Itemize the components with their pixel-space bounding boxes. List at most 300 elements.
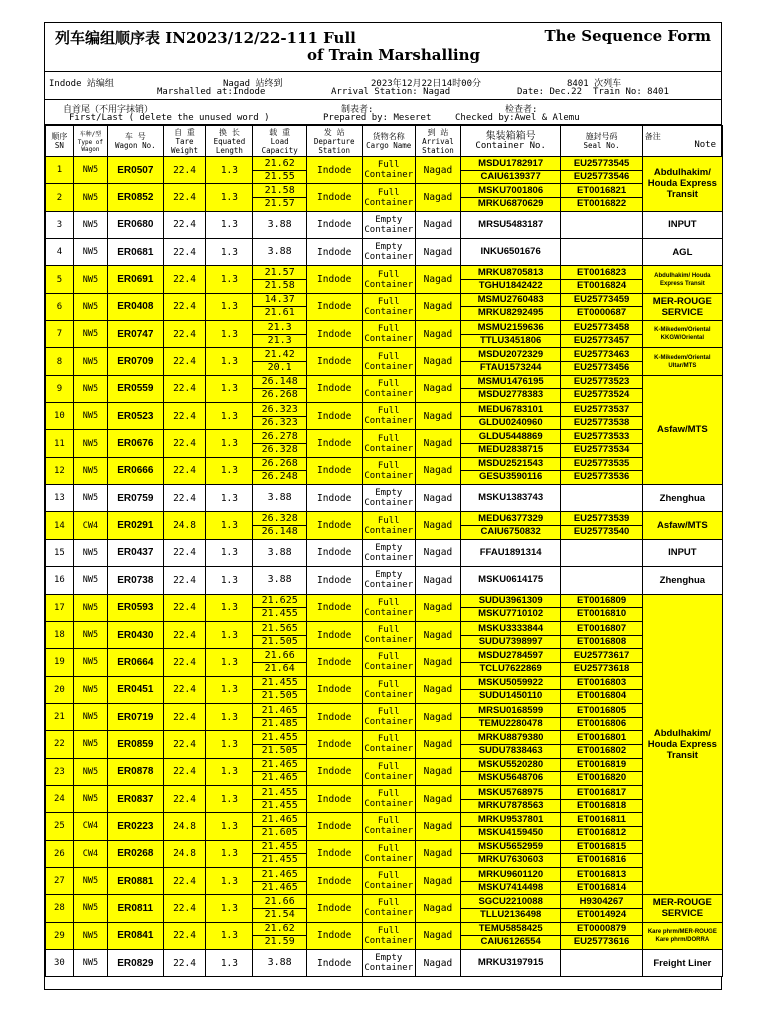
cargo-cell: Full Container (362, 321, 415, 348)
load-cell (253, 293, 306, 320)
seal-cell (561, 922, 642, 949)
container-cell-line: MRKU7630603 (461, 853, 561, 866)
seal-cell (561, 840, 642, 867)
departure-cell: Indode (306, 293, 362, 320)
wagon-cell: ER0451 (108, 676, 164, 703)
container-cell (460, 594, 561, 621)
tare-cell: 22.4 (163, 731, 206, 758)
tare-cell: 24.8 (163, 813, 206, 840)
container-cell (460, 321, 561, 348)
arrival-cell: Nagad (415, 594, 460, 621)
load-cell-line: 21.62 (264, 923, 295, 935)
length-cell: 1.3 (206, 293, 253, 320)
seal-cell (561, 895, 642, 922)
container-cell-line: MRKU8879380 (477, 731, 544, 743)
seal-cell (561, 239, 642, 266)
departure-cell: Indode (306, 813, 362, 840)
seal-cell-line: EU25773538 (561, 416, 641, 429)
arrival-cell: Nagad (415, 758, 460, 785)
seal-cell-line: EU25773537 (573, 403, 630, 415)
load-cell-line: 21.455 (261, 786, 298, 798)
seal-cell-line: ET0016803 (577, 677, 627, 689)
tare-cell: 22.4 (163, 348, 206, 375)
container-cell-line: GLDU5448869 (478, 431, 543, 443)
tare-cell: 22.4 (163, 895, 206, 922)
col-note: 备注 Note (642, 126, 722, 157)
length-cell: 1.3 (206, 266, 253, 293)
type-cell: NW5 (73, 184, 107, 211)
note-cell: INPUT (642, 539, 722, 566)
length-cell: 1.3 (206, 375, 253, 402)
wagon-cell: ER0719 (108, 703, 164, 730)
type-cell: NW5 (73, 239, 107, 266)
cargo-cell: Full Container (362, 512, 415, 539)
table-row (46, 949, 723, 976)
col-container: 集装箱箱号 Container No. (460, 126, 561, 157)
length-cell: 1.3 (206, 321, 253, 348)
load-cell (253, 266, 306, 293)
cargo-cell: Full Container (362, 649, 415, 676)
table-row (46, 621, 723, 648)
load-cell (253, 485, 306, 512)
cargo-cell: Full Container (362, 813, 415, 840)
wagon-cell: ER0738 (108, 567, 164, 594)
length-cell: 1.3 (206, 184, 253, 211)
load-cell (253, 949, 306, 976)
seal-cell-line: EU25773458 (573, 321, 630, 333)
tare-cell: 22.4 (163, 403, 206, 430)
departure-cell: Indode (306, 211, 362, 238)
seal-cell-line: ET0016813 (577, 868, 627, 880)
load-cell-line: 21.3 (253, 334, 305, 347)
tare-cell: 22.4 (163, 293, 206, 320)
table-row (46, 731, 723, 758)
departure-cell: Indode (306, 266, 362, 293)
sn-cell: 21 (46, 703, 74, 730)
table-row (46, 403, 723, 430)
container-cell (460, 184, 561, 211)
tare-cell: 22.4 (163, 567, 206, 594)
length-cell: 1.3 (206, 457, 253, 484)
container-cell (460, 895, 561, 922)
load-cell-line: 21.54 (253, 908, 305, 921)
seal-cell (561, 211, 642, 238)
container-cell-line: TGHU1842422 (461, 279, 561, 292)
arrival-cell: Nagad (415, 813, 460, 840)
type-cell: CW4 (73, 813, 107, 840)
col-sn: 顺序 SN (46, 126, 74, 157)
departure-cell: Indode (306, 403, 362, 430)
departure-cell: Indode (306, 512, 362, 539)
note-cell: K-Mikedem/Oriental Ultar/MTS (642, 348, 722, 375)
departure-cell: Indode (306, 785, 362, 812)
load-cell-line: 26.328 (253, 443, 305, 456)
departure-cell: Indode (306, 758, 362, 785)
col-seal: 施封号码 Seal No. (561, 126, 642, 157)
wagon-cell: ER0680 (108, 211, 164, 238)
table-body (46, 157, 723, 977)
destination-cn: Nagad 站终到 (223, 79, 283, 89)
seal-cell-line: EU25773459 (573, 294, 630, 306)
arrival-cell: Nagad (415, 867, 460, 894)
cargo-cell: Full Container (362, 157, 415, 184)
container-cell-line: SUDU1450110 (461, 689, 561, 702)
load-cell-line: 21.62 (264, 157, 295, 169)
seal-cell-line: ET0016805 (577, 704, 627, 716)
load-cell (253, 348, 306, 375)
load-cell (253, 457, 306, 484)
seal-cell-line: ET0016801 (577, 731, 627, 743)
load-cell-line: 21.66 (264, 895, 295, 907)
arrival-station: Arrival Station: Nagad (331, 87, 451, 97)
load-cell-line: 21.505 (253, 689, 305, 702)
cargo-cell: Full Container (362, 922, 415, 949)
load-cell-line: 21.3 (267, 321, 292, 333)
type-cell: NW5 (73, 703, 107, 730)
seal-cell-line: ET0016816 (561, 853, 641, 866)
sn-cell: 15 (46, 539, 74, 566)
length-cell: 1.3 (206, 621, 253, 648)
seal-cell (561, 649, 642, 676)
length-cell: 1.3 (206, 485, 253, 512)
load-cell (253, 867, 306, 894)
col-type: 车种/型 Type of Wagon (73, 126, 107, 157)
load-cell (253, 594, 306, 621)
seal-cell-line: ET0016818 (561, 799, 641, 812)
table-row (46, 649, 723, 676)
wagon-cell: ER0841 (108, 922, 164, 949)
container-cell (460, 403, 561, 430)
table-row (46, 266, 723, 293)
load-cell-line: 26.323 (253, 416, 305, 429)
tare-cell: 22.4 (163, 539, 206, 566)
container-cell-line: SUDU3961309 (478, 595, 543, 607)
load-cell (253, 895, 306, 922)
checked-en: Checked by:Awel & Alemu (455, 113, 580, 123)
seal-cell-line: ET0016807 (577, 622, 627, 634)
arrival-cell: Nagad (415, 266, 460, 293)
container-cell-line: MSKU5768975 (478, 786, 544, 798)
note-cell: INPUT (642, 211, 722, 238)
cargo-cell: Empty Container (362, 211, 415, 238)
arrival-cell: Nagad (415, 649, 460, 676)
length-cell: 1.3 (206, 649, 253, 676)
container-cell-line: GESU3590116 (461, 470, 561, 483)
table-row (46, 184, 723, 211)
seal-cell (561, 348, 642, 375)
sn-cell: 30 (46, 949, 74, 976)
seal-cell (561, 594, 642, 621)
wagon-cell: ER0681 (108, 239, 164, 266)
table-row (46, 895, 723, 922)
load-cell-line: 21.565 (261, 622, 298, 634)
cargo-cell: Empty Container (362, 949, 415, 976)
load-cell (253, 403, 306, 430)
seal-cell-line: ET0016802 (561, 744, 641, 757)
sn-cell: 18 (46, 621, 74, 648)
prepared-cn: 制表者: (341, 105, 374, 115)
cargo-cell: Full Container (362, 731, 415, 758)
container-cell (460, 211, 561, 238)
wagon-cell: ER0666 (108, 457, 164, 484)
arrival-cell: Nagad (415, 157, 460, 184)
sn-cell: 8 (46, 348, 74, 375)
length-cell: 1.3 (206, 895, 253, 922)
sn-cell: 29 (46, 922, 74, 949)
length-cell: 1.3 (206, 840, 253, 867)
arrival-cell: Nagad (415, 375, 460, 402)
load-cell (253, 157, 306, 184)
load-cell-line: 21.455 (253, 853, 305, 866)
cargo-cell: Empty Container (362, 485, 415, 512)
length-cell: 1.3 (206, 949, 253, 976)
col-load: 载 重 Load Capacity (253, 126, 306, 157)
load-cell-line: 21.455 (253, 607, 305, 620)
tare-cell: 22.4 (163, 430, 206, 457)
seal-cell-line: EU25773618 (561, 662, 641, 675)
container-cell-line: INKU6501676 (480, 246, 541, 258)
seal-cell (561, 621, 642, 648)
tare-cell: 22.4 (163, 211, 206, 238)
load-cell-line: 21.59 (253, 935, 305, 948)
container-cell-line: MSDU2784597 (478, 649, 544, 661)
seal-cell-line: ET0000687 (561, 306, 641, 319)
container-cell-line: TCLU7622869 (461, 662, 561, 675)
seal-cell-line: EU25773456 (561, 361, 641, 374)
arrival-cell: Nagad (415, 239, 460, 266)
cargo-cell: Full Container (362, 184, 415, 211)
load-cell-line: 3.88 (267, 218, 292, 230)
length-cell: 1.3 (206, 430, 253, 457)
seal-cell-line: ET0016814 (561, 881, 641, 894)
tare-cell: 22.4 (163, 485, 206, 512)
wagon-cell: ER0291 (108, 512, 164, 539)
load-cell-line: 21.465 (261, 868, 298, 880)
load-cell (253, 184, 306, 211)
sn-cell: 19 (46, 649, 74, 676)
cargo-cell: Full Container (362, 895, 415, 922)
arrival-cell: Nagad (415, 485, 460, 512)
tare-cell: 24.8 (163, 840, 206, 867)
seal-cell (561, 403, 642, 430)
seal-cell-line: EU25773463 (573, 349, 630, 361)
seal-cell-line: EU25773616 (561, 935, 641, 948)
seal-cell-line: EU25773534 (561, 443, 641, 456)
length-cell: 1.3 (206, 239, 253, 266)
cargo-cell: Full Container (362, 594, 415, 621)
load-cell (253, 731, 306, 758)
container-cell-line: MSKU4159450 (461, 826, 561, 839)
wagon-cell: ER0881 (108, 867, 164, 894)
seal-cell-line: EU25773545 (573, 157, 630, 169)
container-cell-line: MSKU7414498 (461, 881, 561, 894)
departure-cell: Indode (306, 649, 362, 676)
arrival-cell: Nagad (415, 293, 460, 320)
wagon-cell: ER0747 (108, 321, 164, 348)
load-cell-line: 21.58 (253, 279, 305, 292)
departure-cell: Indode (306, 430, 362, 457)
sn-cell: 4 (46, 239, 74, 266)
container-cell-line: SUDU7398997 (461, 635, 561, 648)
seal-cell-line: EU25773524 (561, 388, 641, 401)
type-cell: NW5 (73, 567, 107, 594)
load-cell-line: 26.323 (261, 403, 298, 415)
container-cell-line: MSKU7710102 (461, 607, 561, 620)
tare-cell: 22.4 (163, 375, 206, 402)
container-cell-line: GLDU0240960 (461, 416, 561, 429)
sn-cell: 28 (46, 895, 74, 922)
seal-cell-line: ET0016824 (561, 279, 641, 292)
arrival-cell: Nagad (415, 184, 460, 211)
sn-cell: 12 (46, 457, 74, 484)
seal-cell-line: EU25773523 (573, 376, 630, 388)
seal-cell-line: ET0016806 (561, 717, 641, 730)
container-cell-line: SUDU7838463 (461, 744, 561, 757)
sn-cell: 23 (46, 758, 74, 785)
load-cell-line: 14.37 (264, 294, 295, 306)
seal-cell (561, 949, 642, 976)
sn-cell: 20 (46, 676, 74, 703)
seal-cell (561, 184, 642, 211)
load-cell-line: 21.57 (253, 197, 305, 210)
container-cell-line: CAIU6750832 (461, 525, 561, 538)
prepared-en: Prepared by: Meseret (323, 113, 432, 123)
cargo-cell: Full Container (362, 266, 415, 293)
departure-cell: Indode (306, 457, 362, 484)
sn-cell: 14 (46, 512, 74, 539)
note-cell: K-Mikedem/Oriental KKGW/Oriental (642, 321, 722, 348)
tare-cell: 22.4 (163, 157, 206, 184)
type-cell: NW5 (73, 731, 107, 758)
container-cell-line: SGCU2210088 (478, 895, 543, 907)
table-row (46, 211, 723, 238)
cargo-cell: Full Container (362, 375, 415, 402)
length-cell: 1.3 (206, 731, 253, 758)
wagon-cell: ER0268 (108, 840, 164, 867)
seal-cell-line: ET0016809 (577, 595, 627, 607)
checked-cn: 检查者: (505, 105, 538, 115)
arrival-cell: Nagad (415, 949, 460, 976)
cargo-cell: Full Container (362, 703, 415, 730)
seal-cell (561, 813, 642, 840)
cargo-cell: Empty Container (362, 539, 415, 566)
arrival-cell: Nagad (415, 676, 460, 703)
sn-cell: 5 (46, 266, 74, 293)
departure-cell: Indode (306, 676, 362, 703)
type-cell: NW5 (73, 348, 107, 375)
table-row (46, 785, 723, 812)
container-cell-line: MSKU0614175 (478, 574, 544, 586)
container-cell (460, 785, 561, 812)
departure-cell: Indode (306, 157, 362, 184)
type-cell: NW5 (73, 676, 107, 703)
container-cell-line: MRSU0168599 (478, 704, 544, 716)
seal-cell-line: EU25773536 (561, 470, 641, 483)
first-last-cn: 自首尾（不用字抹销） (63, 105, 154, 115)
seal-cell (561, 321, 642, 348)
marshalling-sheet (44, 22, 722, 990)
length-cell: 1.3 (206, 403, 253, 430)
length-cell: 1.3 (206, 758, 253, 785)
load-cell (253, 512, 306, 539)
load-cell-line: 26.268 (261, 458, 298, 470)
table-row (46, 703, 723, 730)
container-cell (460, 949, 561, 976)
type-cell: NW5 (73, 157, 107, 184)
sn-cell: 25 (46, 813, 74, 840)
container-cell-line: MSDU2072329 (478, 349, 544, 361)
sn-cell: 11 (46, 430, 74, 457)
wagon-cell: ER0430 (108, 621, 164, 648)
seal-cell-line: ET0016810 (561, 607, 641, 620)
type-cell: NW5 (73, 321, 107, 348)
container-cell (460, 922, 561, 949)
type-cell: NW5 (73, 621, 107, 648)
type-cell: NW5 (73, 266, 107, 293)
load-cell (253, 211, 306, 238)
wagon-cell: ER0523 (108, 403, 164, 430)
cargo-cell: Full Container (362, 430, 415, 457)
departure-cell: Indode (306, 348, 362, 375)
table-row (46, 676, 723, 703)
note-cell: MER-ROUGE SERVICE (642, 293, 722, 320)
table-row (46, 867, 723, 894)
seal-cell (561, 731, 642, 758)
container-cell-line: MEDU6783101 (478, 403, 544, 415)
container-cell (460, 348, 561, 375)
departure-cell: Indode (306, 621, 362, 648)
sn-cell: 1 (46, 157, 74, 184)
length-cell: 1.3 (206, 567, 253, 594)
seal-cell (561, 539, 642, 566)
tare-cell: 22.4 (163, 785, 206, 812)
header-row (46, 126, 723, 157)
load-cell (253, 703, 306, 730)
table-row (46, 813, 723, 840)
departure-cell: Indode (306, 321, 362, 348)
col-arrival: 到 站 Arrival Station (415, 126, 460, 157)
type-cell: NW5 (73, 457, 107, 484)
container-cell (460, 430, 561, 457)
wagon-cell: ER0593 (108, 594, 164, 621)
load-cell (253, 785, 306, 812)
sn-cell: 27 (46, 867, 74, 894)
arrival-cell: Nagad (415, 403, 460, 430)
container-cell (460, 239, 561, 266)
departure-cell: Indode (306, 867, 362, 894)
container-cell-line: MEDU2838715 (461, 443, 561, 456)
length-cell: 1.3 (206, 594, 253, 621)
load-cell-line: 26.278 (261, 431, 298, 443)
cargo-cell: Full Container (362, 457, 415, 484)
wagon-cell: ER0709 (108, 348, 164, 375)
cargo-cell: Full Container (362, 621, 415, 648)
arrival-cell: Nagad (415, 895, 460, 922)
container-cell-line: MSKU5059922 (478, 677, 544, 689)
cargo-cell: Full Container (362, 785, 415, 812)
seal-cell (561, 867, 642, 894)
arrival-cell: Nagad (415, 567, 460, 594)
length-cell: 1.3 (206, 539, 253, 566)
length-cell: 1.3 (206, 703, 253, 730)
container-cell-line: TEMU2280478 (461, 717, 561, 730)
table-row (46, 293, 723, 320)
cargo-cell: Full Container (362, 840, 415, 867)
load-cell-line: 20.1 (253, 361, 305, 374)
tare-cell: 22.4 (163, 594, 206, 621)
seal-cell-line: ET0016817 (577, 786, 627, 798)
wagon-cell: ER0759 (108, 485, 164, 512)
